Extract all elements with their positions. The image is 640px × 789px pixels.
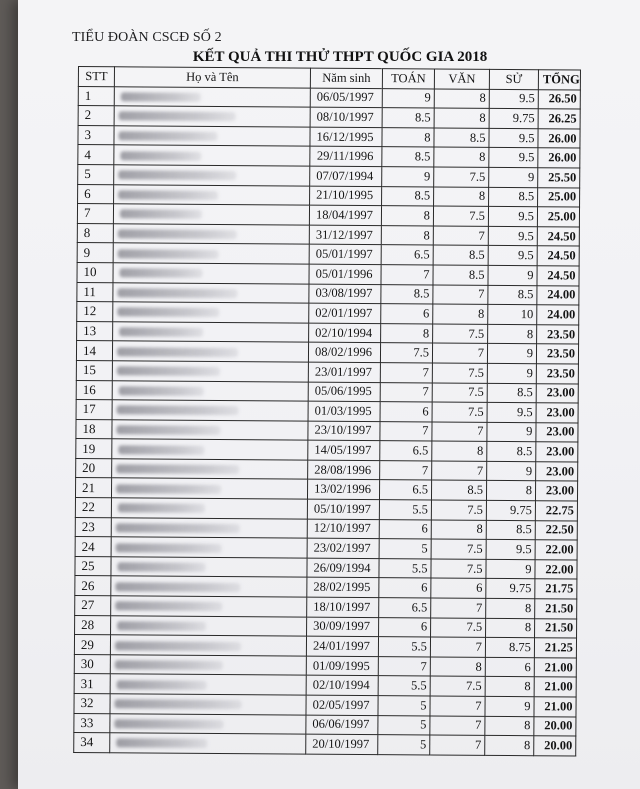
student-name (114, 106, 310, 127)
score-total: 22.00 (535, 540, 577, 560)
birth-date: 16/12/1995 (310, 127, 382, 147)
row-number: 28 (75, 615, 111, 635)
score-toan: 6 (381, 304, 433, 324)
score-su: 8 (485, 716, 534, 736)
birth-date: 28/02/1995 (307, 578, 379, 598)
unit-name: TIỂU ĐOÀN CSCĐ SỐ 2 (72, 30, 222, 45)
redacted-name (117, 621, 206, 631)
birth-date: 29/11/1996 (310, 146, 382, 166)
score-toan: 6.5 (381, 245, 433, 265)
score-su: 8.5 (486, 520, 535, 540)
redacted-name (118, 131, 217, 141)
score-total: 22.75 (535, 501, 577, 521)
student-name (112, 361, 308, 382)
score-toan: 6.5 (379, 598, 431, 618)
row-number: 3 (78, 125, 114, 145)
score-van: 7 (430, 716, 485, 736)
score-toan: 6 (379, 617, 431, 637)
row-number: 24 (75, 537, 111, 557)
score-total: 23.00 (535, 481, 577, 501)
score-toan: 6.5 (380, 441, 432, 461)
birth-date: 30/09/1997 (307, 617, 379, 637)
score-su: 9.75 (486, 500, 535, 520)
student-name (113, 321, 309, 342)
student-name (113, 263, 309, 284)
score-total: 23.00 (536, 403, 578, 423)
row-number: 10 (77, 262, 113, 282)
student-name (111, 576, 307, 597)
score-total: 26.00 (538, 128, 580, 148)
redacted-name (119, 386, 204, 396)
score-van: 8 (434, 147, 489, 167)
student-name (112, 459, 308, 480)
score-toan: 8.5 (382, 147, 434, 167)
student-name (111, 596, 307, 617)
score-van: 8.5 (433, 265, 488, 285)
redacted-name (120, 210, 202, 220)
redacted-name (118, 445, 204, 455)
redacted-name (116, 464, 239, 474)
score-total: 26.25 (538, 109, 580, 129)
birth-date: 08/10/1997 (310, 107, 382, 127)
score-su: 8 (486, 618, 535, 638)
column-header-su: SỬ (489, 69, 538, 89)
redacted-name (116, 425, 220, 435)
row-number: 1 (78, 86, 114, 106)
redacted-name (120, 151, 201, 161)
student-name (114, 184, 310, 205)
birth-date: 01/09/1995 (306, 656, 378, 676)
score-total: 21.75 (535, 579, 577, 599)
row-number: 26 (75, 576, 111, 596)
score-total: 21.25 (534, 638, 576, 658)
score-total: 23.00 (536, 383, 578, 403)
score-van: 7.5 (432, 402, 487, 422)
column-header-tong: TỔNG (538, 70, 580, 90)
score-total: 23.50 (536, 364, 578, 384)
score-su: 9 (487, 461, 536, 481)
score-su: 8.5 (489, 187, 538, 207)
birth-date: 20/10/1997 (306, 734, 378, 754)
redacted-name (119, 112, 236, 122)
score-toan: 6.5 (379, 480, 431, 500)
score-toan: 5 (378, 696, 430, 716)
row-number: 11 (77, 282, 113, 302)
score-van: 7.5 (433, 324, 488, 344)
score-toan: 7 (380, 363, 432, 383)
row-number: 18 (76, 419, 112, 439)
row-number: 5 (78, 164, 114, 184)
redacted-name (115, 582, 240, 592)
score-van: 8 (433, 304, 488, 324)
redacted-name (117, 680, 207, 690)
score-su: 8.75 (485, 638, 534, 658)
score-total: 22.50 (535, 520, 577, 540)
birth-date: 14/05/1997 (308, 440, 380, 460)
row-number: 19 (76, 439, 112, 459)
score-toan: 5.5 (378, 676, 430, 696)
column-header-dob: Năm sinh (310, 68, 382, 88)
score-su: 9 (486, 559, 535, 579)
row-number: 31 (74, 674, 110, 694)
score-van: 7 (432, 461, 487, 481)
row-number: 15 (76, 360, 112, 380)
birth-date: 31/12/1997 (309, 225, 381, 245)
score-total: 24.50 (537, 266, 579, 286)
birth-date: 05/01/1996 (309, 264, 381, 284)
student-name (113, 204, 309, 225)
redacted-name (117, 562, 205, 572)
score-van: 8.5 (431, 480, 486, 500)
birth-date: 02/10/1994 (309, 323, 381, 343)
student-name (112, 439, 308, 460)
redacted-name (117, 288, 237, 298)
birth-date: 01/03/1995 (308, 401, 380, 421)
score-toan: 8.5 (381, 284, 433, 304)
score-su: 8.5 (487, 383, 536, 403)
column-header-stt: STT (78, 67, 114, 87)
student-name (114, 165, 310, 186)
score-su: 10 (488, 304, 537, 324)
score-total: 20.00 (534, 716, 576, 736)
student-name (110, 655, 306, 676)
table-body (74, 86, 581, 756)
row-number: 25 (75, 556, 111, 576)
score-su: 9.5 (488, 207, 537, 227)
score-total: 21.00 (534, 697, 576, 717)
score-toan: 7 (381, 265, 433, 285)
student-name (110, 694, 306, 715)
row-number: 29 (74, 635, 110, 655)
score-total: 21.00 (534, 658, 576, 678)
score-van: 7 (430, 637, 485, 657)
birth-date: 26/09/1994 (307, 558, 379, 578)
redacted-name (116, 484, 221, 494)
score-van: 7 (433, 285, 488, 305)
redacted-name (116, 523, 240, 533)
student-name (110, 674, 306, 695)
score-toan: 7 (380, 460, 432, 480)
score-van: 8.5 (434, 128, 489, 148)
redacted-name (119, 327, 203, 337)
birth-date: 05/10/1997 (307, 499, 379, 519)
student-name (110, 635, 306, 656)
row-number: 30 (74, 654, 110, 674)
score-toan: 8 (381, 323, 433, 343)
score-van: 7.5 (434, 167, 489, 187)
score-van: 8 (434, 89, 489, 109)
score-toan: 5.5 (379, 500, 431, 520)
birth-date: 02/01/1997 (309, 303, 381, 323)
score-total: 24.00 (537, 285, 579, 305)
student-name (111, 498, 307, 519)
birth-date: 06/06/1997 (306, 715, 378, 735)
score-total: 25.50 (538, 168, 580, 188)
score-su: 8 (485, 677, 534, 697)
score-total: 23.50 (536, 344, 578, 364)
score-total: 23.00 (536, 462, 578, 482)
student-name (110, 713, 306, 734)
score-su: 8.5 (487, 442, 536, 462)
birth-date: 08/02/1996 (308, 342, 380, 362)
birth-date: 13/02/1996 (307, 480, 379, 500)
score-su: 9 (489, 167, 538, 187)
row-number: 13 (77, 321, 113, 341)
score-su: 8 (488, 324, 537, 344)
row-number: 21 (75, 478, 111, 498)
row-number: 4 (78, 145, 114, 165)
birth-date: 23/10/1997 (308, 421, 380, 441)
redacted-name (120, 269, 203, 279)
score-toan: 8 (381, 206, 433, 226)
score-van: 7.5 (431, 559, 486, 579)
score-su: 9.5 (486, 540, 535, 560)
score-toan: 7 (378, 656, 430, 676)
score-su: 9.5 (489, 148, 538, 168)
birth-date: 12/10/1997 (307, 519, 379, 539)
row-number: 6 (78, 184, 114, 204)
score-van: 7 (430, 735, 485, 755)
score-su: 9.5 (487, 402, 536, 422)
student-name (113, 302, 309, 323)
redacted-name (118, 190, 218, 200)
score-toan: 5 (378, 715, 430, 735)
score-toan: 8 (382, 127, 434, 147)
score-su: 9.5 (489, 89, 538, 109)
column-header-toan: TOÁN (382, 69, 434, 89)
score-su: 9 (487, 363, 536, 383)
student-name (113, 224, 309, 245)
student-name (112, 341, 308, 362)
score-total: 20.00 (534, 736, 576, 756)
score-su: 8.5 (488, 285, 537, 305)
birth-date: 06/05/1997 (310, 88, 382, 108)
row-number: 33 (74, 713, 110, 733)
redacted-name (117, 366, 220, 376)
score-van: 7.5 (432, 363, 487, 383)
row-number: 34 (74, 733, 110, 753)
score-van: 6 (431, 578, 486, 598)
score-van: 8 (432, 441, 487, 461)
redacted-name (115, 660, 223, 670)
score-toan: 6 (379, 519, 431, 539)
score-van: 7 (430, 696, 485, 716)
birth-date: 05/01/1997 (309, 244, 381, 264)
redacted-name (118, 229, 237, 239)
row-number: 16 (76, 380, 112, 400)
redacted-name (115, 641, 241, 651)
score-toan: 5.5 (379, 558, 431, 578)
score-su: 8 (486, 481, 535, 501)
row-number: 9 (77, 243, 113, 263)
student-name (114, 126, 310, 147)
score-van: 7.5 (431, 618, 486, 638)
birth-date: 18/04/1997 (309, 205, 381, 225)
column-header-van: VĂN (434, 69, 489, 89)
student-name (111, 478, 307, 499)
redacted-name (116, 543, 222, 553)
score-toan: 8.5 (382, 186, 434, 206)
column-header-name: Họ và Tên (114, 67, 310, 88)
birth-date: 23/02/1997 (307, 538, 379, 558)
row-number: 14 (76, 341, 112, 361)
score-total: 22.00 (535, 560, 577, 580)
score-toan: 6 (380, 402, 432, 422)
birth-date: 02/05/1997 (306, 695, 378, 715)
score-toan: 9 (382, 167, 434, 187)
score-su: 9 (487, 422, 536, 442)
results-table (73, 66, 581, 756)
score-toan: 8.5 (382, 108, 434, 128)
score-total: 21.00 (534, 677, 576, 697)
row-number: 12 (77, 302, 113, 322)
student-name (113, 243, 309, 264)
score-van: 7 (432, 422, 487, 442)
score-van: 7.5 (431, 500, 486, 520)
score-van: 7 (433, 226, 488, 246)
student-name (111, 557, 307, 578)
score-toan: 5 (378, 735, 430, 755)
score-su: 8 (485, 736, 534, 756)
redacted-name (114, 719, 223, 729)
score-van: 8 (434, 108, 489, 128)
score-van: 7 (432, 343, 487, 363)
score-su: 6 (485, 657, 534, 677)
score-total: 23.50 (537, 324, 579, 344)
redacted-name (115, 602, 222, 612)
score-total: 24.00 (537, 305, 579, 325)
score-su: 8 (486, 598, 535, 618)
student-name (112, 380, 308, 401)
score-total: 23.00 (536, 422, 578, 442)
score-toan: 8 (381, 225, 433, 245)
student-name (112, 400, 308, 421)
row-number: 20 (76, 458, 112, 478)
student-name (114, 145, 310, 166)
score-van: 8 (434, 187, 489, 207)
score-su: 9 (485, 696, 534, 716)
score-toan: 9 (382, 88, 434, 108)
row-number: 2 (78, 106, 114, 126)
score-total: 24.50 (537, 246, 579, 266)
score-toan: 7 (380, 382, 432, 402)
score-toan: 5 (379, 539, 431, 559)
score-total: 21.50 (535, 618, 577, 638)
row-number: 17 (76, 400, 112, 420)
score-su: 9 (487, 344, 536, 364)
score-toan: 7 (380, 421, 432, 441)
score-van: 7.5 (430, 676, 485, 696)
redacted-name (118, 504, 205, 514)
student-name (114, 86, 310, 107)
table-row (74, 733, 576, 756)
score-van: 7 (431, 598, 486, 618)
row-number: 7 (77, 204, 113, 224)
birth-date: 24/01/1997 (306, 636, 378, 656)
student-name (110, 733, 306, 754)
row-number: 32 (74, 693, 110, 713)
score-toan: 6 (379, 578, 431, 598)
redacted-name (118, 249, 219, 259)
score-van: 7.5 (433, 206, 488, 226)
birth-date: 18/10/1997 (307, 597, 379, 617)
score-van: 7.5 (432, 382, 487, 402)
birth-date: 28/08/1996 (308, 460, 380, 480)
row-number: 22 (75, 498, 111, 518)
student-name (113, 282, 309, 303)
score-van: 8 (431, 520, 486, 540)
row-number: 27 (75, 596, 111, 616)
redacted-name (117, 347, 238, 357)
redacted-name (115, 700, 242, 710)
score-su: 9.5 (488, 246, 537, 266)
redacted-name (121, 92, 201, 102)
row-number: 23 (75, 517, 111, 537)
score-toan: 5.5 (378, 637, 430, 657)
score-su: 9 (488, 265, 537, 285)
student-name (111, 517, 307, 538)
score-van: 8 (430, 657, 485, 677)
redacted-name (117, 308, 219, 318)
score-su: 9.5 (489, 128, 538, 148)
score-total: 21.50 (535, 599, 577, 619)
row-number: 8 (77, 223, 113, 243)
score-van: 7.5 (431, 539, 486, 559)
score-su: 9.75 (489, 109, 538, 129)
birth-date: 05/06/1995 (308, 382, 380, 402)
score-van: 8.5 (433, 245, 488, 265)
score-total: 26.50 (538, 89, 580, 109)
score-su: 9.75 (486, 579, 535, 599)
birth-date: 03/08/1997 (309, 284, 381, 304)
birth-date: 23/01/1997 (308, 362, 380, 382)
student-name (111, 537, 307, 558)
student-name (111, 615, 307, 636)
redacted-name (117, 406, 239, 416)
score-total: 24.50 (537, 226, 579, 246)
score-total: 25.00 (538, 187, 580, 207)
score-toan: 7.5 (380, 343, 432, 363)
score-su: 9.5 (488, 226, 537, 246)
score-total: 25.00 (537, 207, 579, 227)
score-total: 26.00 (538, 148, 580, 168)
redacted-name (116, 739, 207, 749)
birth-date: 07/07/1994 (310, 166, 382, 186)
score-total: 23.00 (536, 442, 578, 462)
birth-date: 21/10/1995 (310, 186, 382, 206)
document-title: KẾT QUẢ THI THỬ THPT QUỐC GIA 2018 (192, 49, 488, 65)
redacted-name (118, 171, 236, 181)
birth-date: 02/10/1994 (306, 676, 378, 696)
student-name (112, 419, 308, 440)
